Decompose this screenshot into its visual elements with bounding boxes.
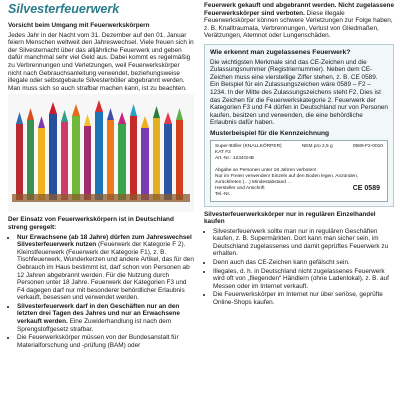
retail-heading: Silvesterfeuerwerkskörper nur in regulären Einzelhandel kaufen	[204, 210, 376, 226]
page-title: Silvesterfeuerwerk	[8, 2, 120, 16]
rules-heading: Der Einsatz von Feuerwerkskörpern ist in Deutschland streng geregelt:	[8, 216, 174, 231]
ce-mark-icon: CE 0589	[352, 184, 380, 192]
label-example-title: Musterbeispiel für die Kennzeichnung	[210, 129, 330, 137]
intro-paragraph-right: Feuerwerk gekauft und abgebrannt werden. Nicht zugelassene Feuerwerkskörper sind verboten. Diese illegale Feuerwerkskörper können schwere Verletzungen zur Folge haben, z. B. Knalltraumata, Verbrennungen, Verlust von Gliedmaßen, Verätzungen, Atemnot oder Lungenschäden.	[204, 2, 394, 40]
list-item: • Illegales, d. h. in Deutschland nicht zugelassenes Feuerwerk wird oft von „fliegenden“ Händlern (ohne Ladenlokal), z. B. auf Messen oder im Internet verkauft.	[213, 268, 394, 291]
list-item: • Denn auch das CE-Zeichen kann gefälscht sein.	[213, 259, 394, 267]
info-box-text: Die wichtigsten Merkmale sind das CE-Zeichen und die Zulassungsnummer (Registriernummer). Neben dem CE-Zeichen muss eine vierstellige Ziffer stehen, z. B. CE 0589. Ein Beispiel für ein Zulassungszeichen wäre 0589 – F2 – 1234. In der Mitte des Zulassungszeichens steht F2. Dies ist das Zeichen für die Feuerwerkskategorie 2. Feuerwerk der Kategorien F3 und F4 dürfen in Deutschland nur von Personen kaufen, besitzen und verwenden, die eine behördliche Erlaubnis dafür haben.	[210, 58, 388, 127]
info-box	[204, 44, 394, 207]
fireworks-rockets-photo	[8, 94, 194, 212]
retail-list	[204, 228, 394, 307]
rules-list	[8, 234, 194, 350]
list-item: • Nur Erwachsene (ab 18 Jahre) dürfen zum Jahreswechsel Silvesterfeuerwerk nutzen (Feuerwerk der Kategorie F 2). Kleinstfeuerwerk (Feuerwerk der Kategorie F1), z. B. Tischfeuerwerk, Wunderkerzen und andere Artikel, das für den Gebrauch im Haus bestimmt ist, darf schon von Personen ab 12 Jahren abgebrannt werden. Für die Nutzung durch Personen unter 18 Jahre. Feuerwerk der Kategorien F3 und F4 dagegen darf nur mit besonderer behördlicher Erlaubnis verkauft, besessen und verwendet werden.	[17, 234, 194, 302]
intro-paragraph: Jedes Jahr in der Nacht vom 31. Dezember auf den 01. Januar feiern Menschen weltweit den Jahreswechsel. Viele freuen sich in der Silvesternacht über das alljährliche Feuerwerk und geben dafür manchmal sehr viel Geld aus. Dabei kommt es regelmäßig zu Verbrennungen und Verletzungen, weil Feuerwerkskörper nicht nach Gebrauchsanleitung verwendet, beziehungsweise illegale oder selbstgebaute Silvesterböller abgebrannt werden. Man muss sich so auch strafbar machen kann, ist zu beachten.	[8, 31, 194, 92]
section-heading: Vorsicht beim Umgang mit Feuerwerkskörpern	[8, 22, 150, 29]
list-item: • Die Feuerwerkskörper müssen von der Bundesanstalt für Materialforschung und -prüfung (BAM) oder	[17, 334, 194, 349]
left-column	[8, 22, 194, 350]
list-item: • Die Feuerwerkskörper im Internet nur über seriöse, geprüfte Online-Shops kaufen.	[213, 291, 394, 306]
list-item: • Silvesterfeuerwerk darf in den Geschäften nur an den letzten drei Tagen des Jahres und nur an Erwachsene verkauft werden. Eine Zuwiderhandlung ist nach dem Sprengstoffgesetz strafbar.	[17, 303, 194, 333]
info-box-title: Wie erkennt man zugelassenes Feuerwerk?	[210, 48, 351, 56]
label-example: Super-Böller (KNALLKÖRPER) NEM pro 2,5 g 0589-F2-0010 KAT F2 Art.-Nr.: 1234GHB Abgabe an Personen unter 18 Jahren verboten! Nur im Freien verwenden! Einzeln auf den Boden legen. Anzünden, zurücktreten (…) Mindestabstand … Hersteller und Anschrift CE 0589 Tel.-Nr.	[210, 140, 388, 202]
list-item: • Silvesterfeuerwerk sollte man nur in regulären Geschäften kaufen, z. B. Supermärkten. Dort kann man sicher sein, im Deutschland zugelassenes und damit geprüftes Feuerwerk zu erhalten.	[213, 228, 394, 258]
right-column	[204, 2, 394, 308]
